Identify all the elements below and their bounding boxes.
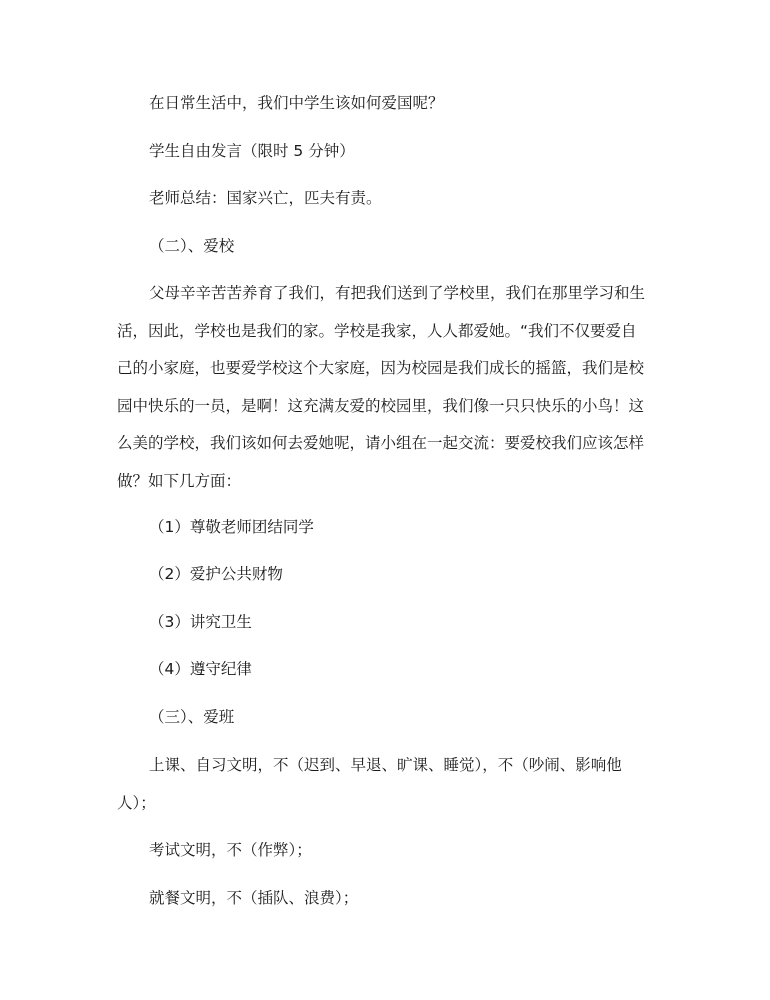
paragraph-class-conduct bbox=[117, 757, 657, 811]
paragraph-line: 己的小家庭，也要爱学校这个大家庭，因为校园是我们成长的摇篮，我们是校 bbox=[117, 359, 645, 377]
paragraph-line: 上课、自习文明，不（迟到、早退、旷课、睡觉），不（吵闹、影响他 bbox=[149, 756, 622, 774]
list-item-discipline: （4）遵守纪律 bbox=[149, 660, 252, 678]
heading-love-class: （三）、爱班 bbox=[149, 708, 235, 726]
paragraph-line: 做？如下几方面： bbox=[117, 471, 242, 490]
paragraph-line: 园中快乐的一员，是啊！这充满友爱的校园里，我们像一只只快乐的小鸟！这 bbox=[117, 396, 645, 415]
list-item-protect-property: （2）爱护公共财物 bbox=[149, 565, 283, 583]
paragraph-free-speech: 学生自由发言（限时 5 分钟） bbox=[149, 142, 355, 160]
paragraph-exam-conduct: 考试文明，不（作弊）； bbox=[149, 841, 312, 859]
paragraph-line: 父母辛辛苦苦养育了我们，有把我们送到了学校里，我们在那里学习和生 bbox=[149, 284, 646, 302]
list-item-hygiene: （3）讲究卫生 bbox=[149, 613, 252, 631]
paragraph-dining-conduct: 就餐文明，不（插队、浪费）； bbox=[149, 889, 359, 907]
paragraph-line: 活，因此，学校也是我们的家。学校是我家，人人都爱她。“我们不仅要爱自 bbox=[117, 321, 637, 340]
paragraph-love-school bbox=[117, 285, 657, 489]
paragraph-patriotism-question: 在日常生活中，我们中学生该如何爱国呢？ bbox=[149, 94, 444, 112]
paragraph-teacher-summary: 老师总结：国家兴亡，匹夫有责。 bbox=[149, 189, 382, 207]
paragraph-line: 么美的学校，我们该如何去爱她呢，请小组在一起交流：要爱校我们应该怎样 bbox=[117, 434, 645, 452]
heading-love-school: （二）、爱校 bbox=[149, 237, 235, 255]
paragraph-line: 人）； bbox=[117, 793, 156, 812]
list-item-respect-teachers: （1）尊敬老师团结同学 bbox=[149, 518, 314, 536]
